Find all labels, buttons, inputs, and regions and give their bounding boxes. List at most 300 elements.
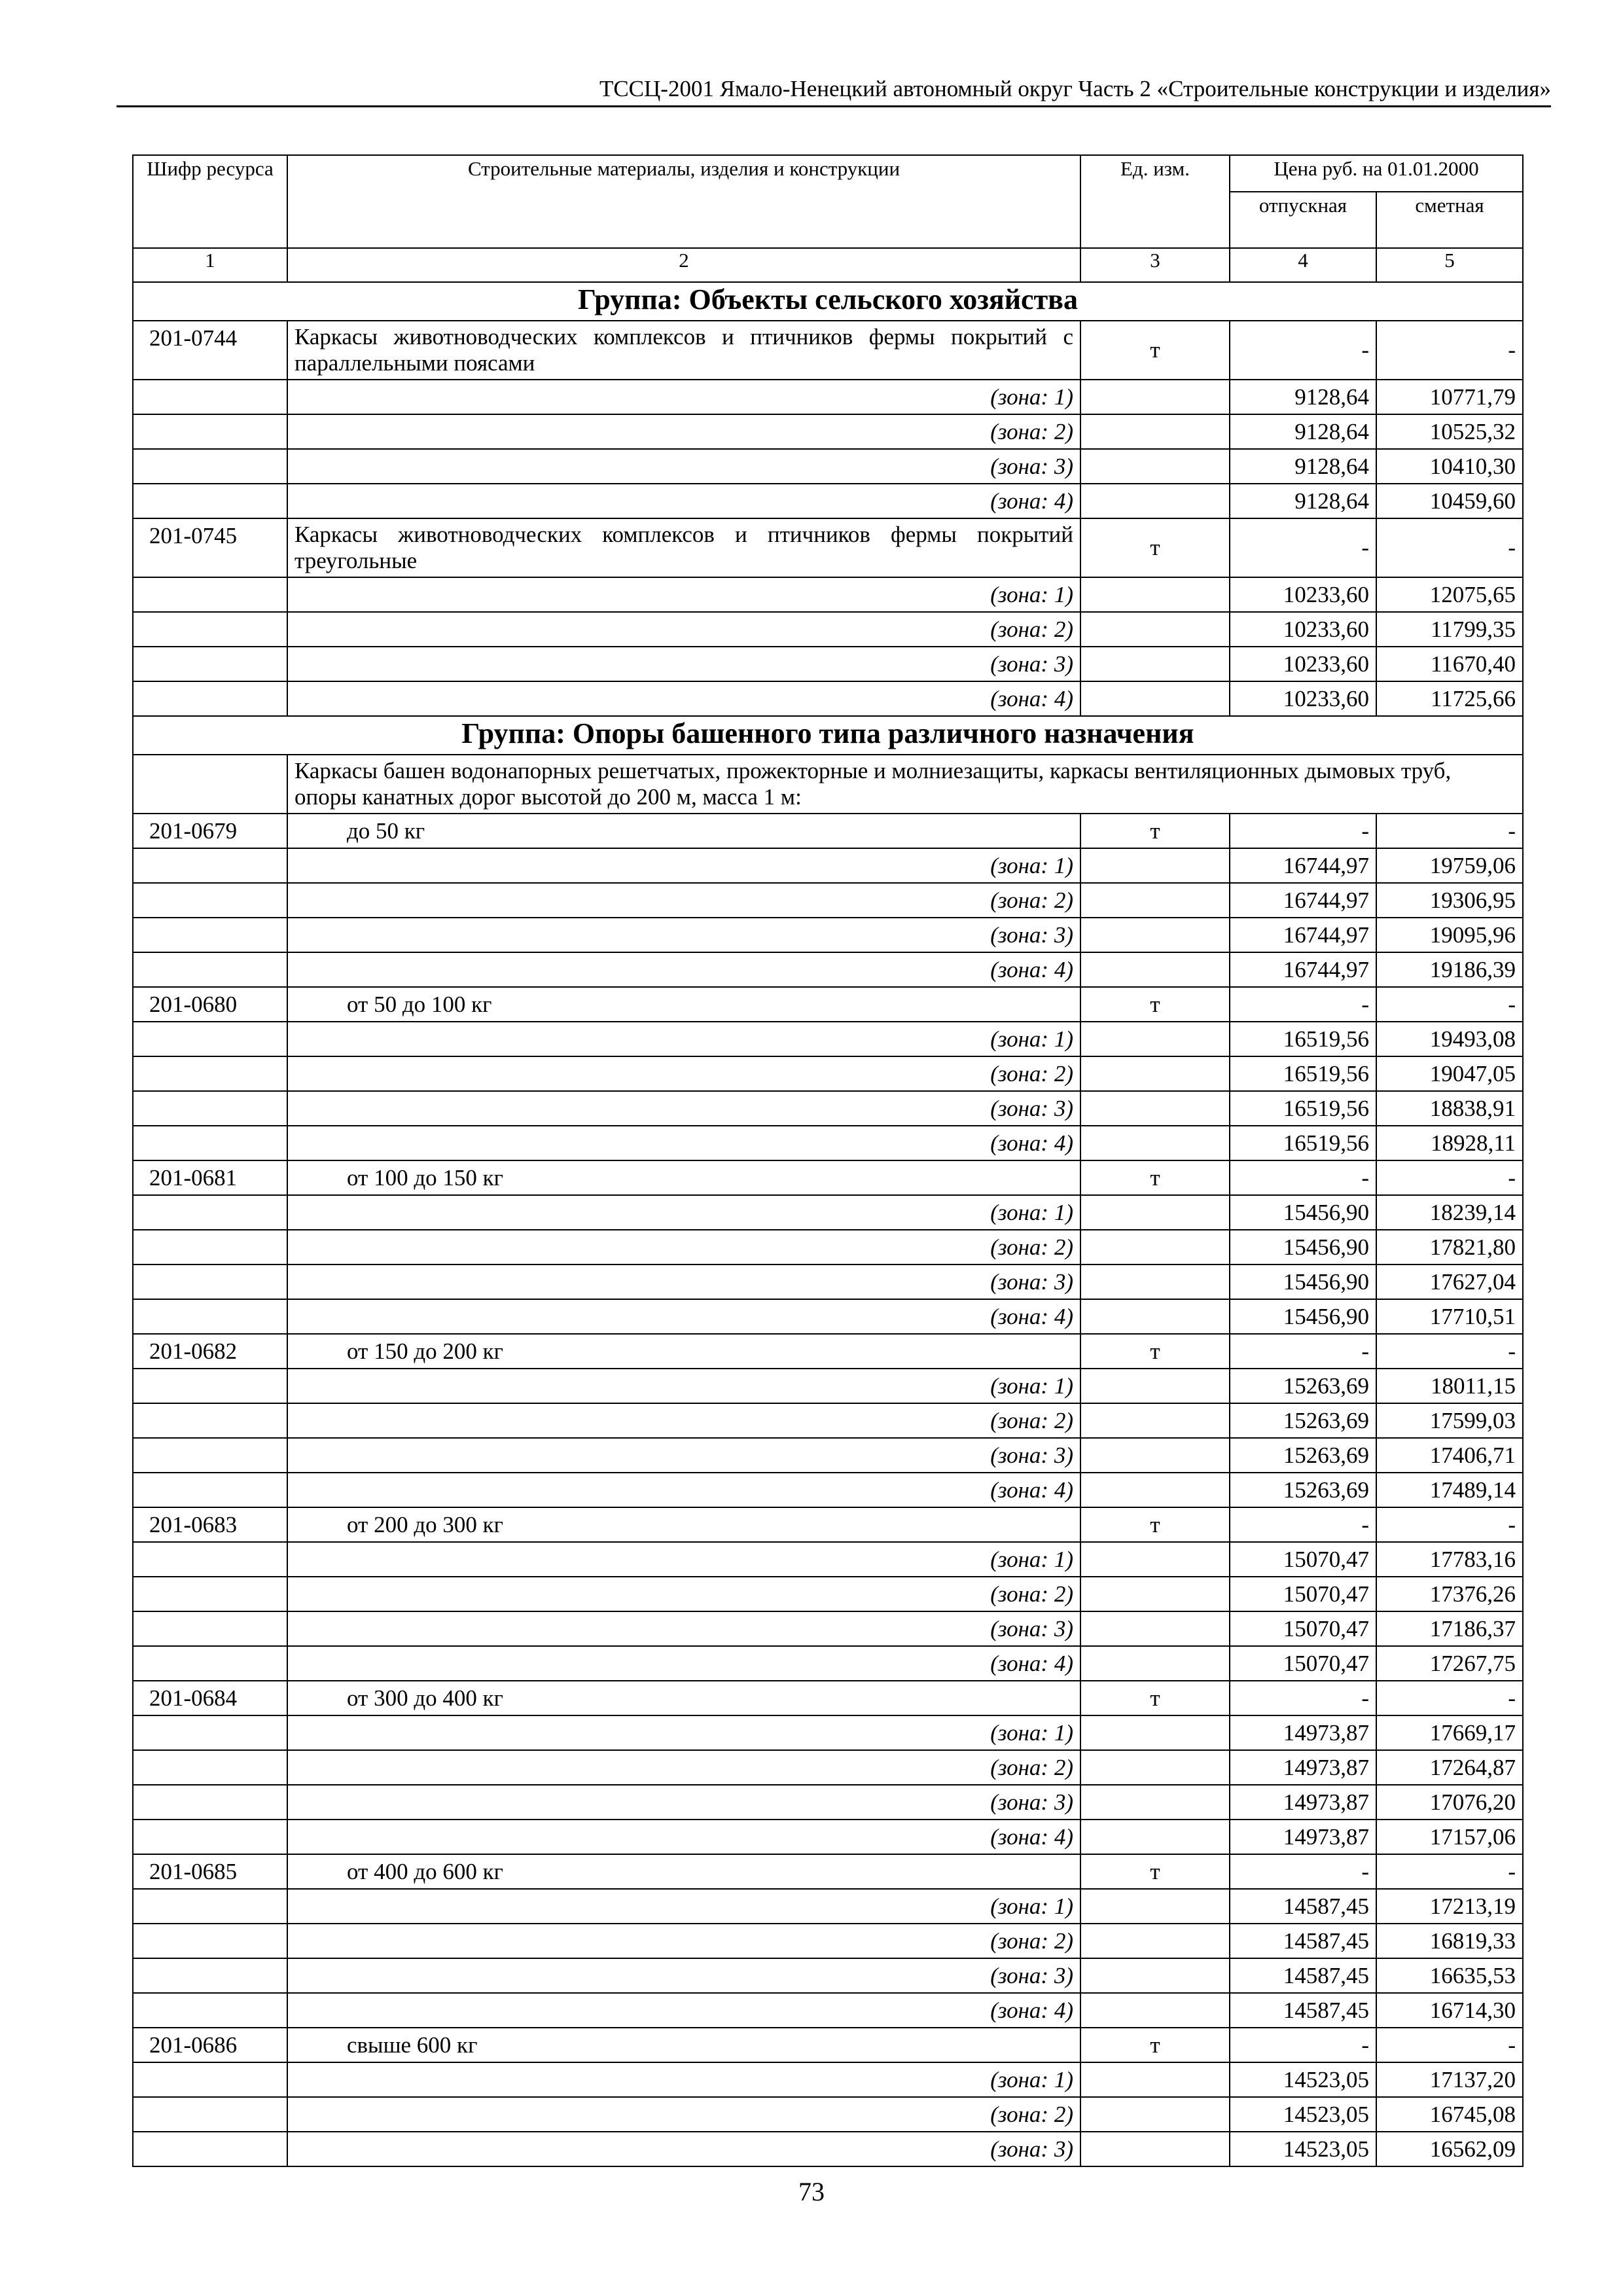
zone-label: (зона: 3) [287, 647, 1080, 681]
zone-label: (зона: 4) [287, 484, 1080, 518]
zone-row [133, 449, 1523, 484]
zone-row [133, 1056, 1523, 1091]
unit-value [1080, 1473, 1230, 1507]
estimate-price: 18011,15 [1376, 1369, 1523, 1403]
estimate-price: 11725,66 [1376, 681, 1523, 716]
price-table-body [133, 155, 1523, 2166]
estimate-price: 16635,53 [1376, 1958, 1523, 1993]
estimate-price: 17157,06 [1376, 1820, 1523, 1854]
unit-value [1080, 848, 1230, 883]
resource-code: 201-0684 [133, 1681, 287, 1715]
resource-name: от 400 до 600 кг [287, 1854, 1080, 1889]
zone-row [133, 1473, 1523, 1507]
unit-value: т [1080, 321, 1230, 380]
release-price: 14973,87 [1230, 1785, 1376, 1820]
estimate-price: 17669,17 [1376, 1715, 1523, 1750]
zone-row [133, 1958, 1523, 1993]
column-header-name: Строительные материалы, изделия и конструкции [287, 155, 1080, 248]
resource-code [133, 1924, 287, 1958]
resource-name: свыше 600 кг [287, 2028, 1080, 2062]
estimate-price: 16562,09 [1376, 2132, 1523, 2166]
unit-value [1080, 1577, 1230, 1611]
resource-name: от 50 до 100 кг [287, 987, 1080, 1022]
table-row [133, 1334, 1523, 1369]
unit-value [1080, 647, 1230, 681]
column-header-code: Шифр ресурса [133, 155, 287, 248]
zone-label: (зона: 4) [287, 1646, 1080, 1681]
table-row [133, 1507, 1523, 1542]
release-price: 16744,97 [1230, 952, 1376, 987]
release-price: 16519,56 [1230, 1022, 1376, 1056]
zone-row [133, 1022, 1523, 1056]
resource-code [133, 1958, 287, 1993]
unit-value [1080, 883, 1230, 918]
zone-label: (зона: 2) [287, 1056, 1080, 1091]
release-price: 16744,97 [1230, 848, 1376, 883]
estimate-price: 17264,87 [1376, 1750, 1523, 1785]
table-row [133, 2028, 1523, 2062]
resource-code: 201-0744 [133, 321, 287, 380]
table-row [133, 814, 1523, 848]
zone-row [133, 1230, 1523, 1265]
zone-row [133, 2097, 1523, 2132]
release-price: 15456,90 [1230, 1230, 1376, 1265]
resource-code [133, 647, 287, 681]
column-number: 5 [1376, 248, 1523, 282]
unit-value: т [1080, 2028, 1230, 2062]
resource-name: Каркасы животноводческих комплексов и птичников фермы покрытий треугольные [287, 518, 1080, 577]
unit-value: т [1080, 1160, 1230, 1195]
estimate-price: 18239,14 [1376, 1195, 1523, 1230]
unit-value [1080, 612, 1230, 647]
zone-label: (зона: 4) [287, 1993, 1080, 2028]
unit-value [1080, 681, 1230, 716]
resource-code [133, 1126, 287, 1160]
resource-code [133, 1230, 287, 1265]
unit-value [1080, 1230, 1230, 1265]
resource-code [133, 848, 287, 883]
unit-value: т [1080, 987, 1230, 1022]
estimate-price: 19095,96 [1376, 918, 1523, 952]
zone-row [133, 848, 1523, 883]
zone-label: (зона: 2) [287, 1750, 1080, 1785]
resource-code [133, 1993, 287, 2028]
column-number: 4 [1230, 248, 1376, 282]
unit-value [1080, 1056, 1230, 1091]
resource-code [133, 2132, 287, 2166]
resource-code [133, 1299, 287, 1334]
estimate-price: - [1376, 2028, 1523, 2062]
zone-label: (зона: 2) [287, 2097, 1080, 2132]
release-price: - [1230, 987, 1376, 1022]
zone-row [133, 1542, 1523, 1577]
resource-code: 201-0680 [133, 987, 287, 1022]
estimate-price: 11799,35 [1376, 612, 1523, 647]
unit-value [1080, 918, 1230, 952]
zone-label: (зона: 4) [287, 1473, 1080, 1507]
unit-value [1080, 1542, 1230, 1577]
release-price: 16519,56 [1230, 1091, 1376, 1126]
resource-code: 201-0683 [133, 1507, 287, 1542]
release-price: - [1230, 814, 1376, 848]
column-header-price-group: Цена руб. на 01.01.2000 [1230, 155, 1523, 192]
group-intro-row [133, 755, 1523, 814]
zone-row [133, 380, 1523, 414]
zone-row [133, 1750, 1523, 1785]
unit-value: т [1080, 1334, 1230, 1369]
zone-label: (зона: 1) [287, 1715, 1080, 1750]
unit-value [1080, 1091, 1230, 1126]
group-intro: Каркасы башен водонапорных решетчатых, прожекторные и молниезащиты, каркасы вентиляционных дымовых труб, опоры канатных дорог высотой до 200 м, масса 1 м: [287, 755, 1523, 814]
zone-label: (зона: 1) [287, 1369, 1080, 1403]
resource-code [133, 952, 287, 987]
zone-label: (зона: 2) [287, 883, 1080, 918]
estimate-price: 16714,30 [1376, 1993, 1523, 2028]
release-price: 10233,60 [1230, 681, 1376, 716]
unit-value [1080, 2097, 1230, 2132]
unit-value [1080, 1750, 1230, 1785]
estimate-price: 17267,75 [1376, 1646, 1523, 1681]
resource-code [133, 1750, 287, 1785]
header-rule [116, 105, 1551, 107]
zone-row [133, 1403, 1523, 1438]
estimate-price: 17406,71 [1376, 1438, 1523, 1473]
unit-value [1080, 1958, 1230, 1993]
resource-code [133, 1056, 287, 1091]
estimate-price: - [1376, 321, 1523, 380]
resource-code [133, 2097, 287, 2132]
release-price: 15456,90 [1230, 1195, 1376, 1230]
zone-label: (зона: 2) [287, 1403, 1080, 1438]
estimate-price: 10525,32 [1376, 414, 1523, 449]
resource-code [133, 577, 287, 612]
resource-name: до 50 кг [287, 814, 1080, 848]
unit-value: т [1080, 1681, 1230, 1715]
estimate-price: 19759,06 [1376, 848, 1523, 883]
estimate-price: 17376,26 [1376, 1577, 1523, 1611]
estimate-price: 10410,30 [1376, 449, 1523, 484]
estimate-price: 11670,40 [1376, 647, 1523, 681]
release-price: 10233,60 [1230, 577, 1376, 612]
estimate-price: 10459,60 [1376, 484, 1523, 518]
estimate-price: - [1376, 1334, 1523, 1369]
unit-value [1080, 1785, 1230, 1820]
zone-label: (зона: 2) [287, 1230, 1080, 1265]
release-price: 15070,47 [1230, 1542, 1376, 1577]
resource-code [133, 1820, 287, 1854]
estimate-price: 17076,20 [1376, 1785, 1523, 1820]
column-number: 3 [1080, 248, 1230, 282]
resource-code [133, 414, 287, 449]
release-price: 14523,05 [1230, 2097, 1376, 2132]
zone-row [133, 647, 1523, 681]
release-price: 15070,47 [1230, 1646, 1376, 1681]
zone-label: (зона: 1) [287, 380, 1080, 414]
zone-row [133, 1924, 1523, 1958]
unit-value [1080, 1646, 1230, 1681]
group-title: Группа: Опоры башенного типа различного назначения [133, 716, 1523, 755]
estimate-price: 17599,03 [1376, 1403, 1523, 1438]
resource-code [133, 2062, 287, 2097]
release-price: 16519,56 [1230, 1126, 1376, 1160]
zone-row [133, 1126, 1523, 1160]
resource-code [133, 1785, 287, 1820]
zone-row [133, 1715, 1523, 1750]
zone-row [133, 883, 1523, 918]
zone-row [133, 1299, 1523, 1334]
resource-code [133, 918, 287, 952]
unit-value [1080, 449, 1230, 484]
zone-label: (зона: 3) [287, 1611, 1080, 1646]
table-row [133, 1681, 1523, 1715]
release-price: 14973,87 [1230, 1715, 1376, 1750]
resource-code [133, 681, 287, 716]
zone-label: (зона: 1) [287, 2062, 1080, 2097]
unit-value [1080, 1924, 1230, 1958]
unit-value [1080, 2062, 1230, 2097]
zone-label: (зона: 3) [287, 1091, 1080, 1126]
estimate-price: - [1376, 1507, 1523, 1542]
table-row [133, 321, 1523, 380]
unit-value: т [1080, 1854, 1230, 1889]
estimate-price: - [1376, 814, 1523, 848]
unit-value [1080, 1889, 1230, 1924]
estimate-price: 16819,33 [1376, 1924, 1523, 1958]
estimate-price: 17213,19 [1376, 1889, 1523, 1924]
zone-label: (зона: 3) [287, 449, 1080, 484]
release-price: 14973,87 [1230, 1820, 1376, 1854]
estimate-price: 18838,91 [1376, 1091, 1523, 1126]
resource-code [133, 1091, 287, 1126]
unit-value [1080, 1611, 1230, 1646]
column-header-release: отпускная [1230, 192, 1376, 248]
release-price: - [1230, 321, 1376, 380]
group-title-row [133, 716, 1523, 755]
zone-label: (зона: 2) [287, 1924, 1080, 1958]
release-price: 15070,47 [1230, 1577, 1376, 1611]
zone-label: (зона: 3) [287, 1785, 1080, 1820]
estimate-price: 10771,79 [1376, 380, 1523, 414]
estimate-price: 17627,04 [1376, 1265, 1523, 1299]
estimate-price: - [1376, 987, 1523, 1022]
resource-name: от 100 до 150 кг [287, 1160, 1080, 1195]
resource-code [133, 380, 287, 414]
resource-code [133, 883, 287, 918]
release-price: - [1230, 1507, 1376, 1542]
running-header: ТССЦ-2001 Ямало-Ненецкий автономный округ Часть 2 «Строительные конструкции и изделия» [599, 76, 1551, 101]
release-price: 9128,64 [1230, 484, 1376, 518]
release-price: 10233,60 [1230, 612, 1376, 647]
unit-value [1080, 1403, 1230, 1438]
resource-code [133, 1403, 287, 1438]
zone-row [133, 1820, 1523, 1854]
estimate-price: - [1376, 1160, 1523, 1195]
zone-row [133, 484, 1523, 518]
unit-value [1080, 1299, 1230, 1334]
resource-code [133, 449, 287, 484]
group-title: Группа: Объекты сельского хозяйства [133, 282, 1523, 321]
header-row [133, 155, 1523, 192]
table-row [133, 1854, 1523, 1889]
estimate-price: 17489,14 [1376, 1473, 1523, 1507]
table-row [133, 518, 1523, 577]
release-price: 15263,69 [1230, 1403, 1376, 1438]
release-price: 14973,87 [1230, 1750, 1376, 1785]
zone-label: (зона: 3) [287, 918, 1080, 952]
release-price: 16744,97 [1230, 918, 1376, 952]
zone-row [133, 1785, 1523, 1820]
release-price: - [1230, 518, 1376, 577]
release-price: - [1230, 1334, 1376, 1369]
resource-name: от 300 до 400 кг [287, 1681, 1080, 1715]
resource-name: Каркасы животноводческих комплексов и птичников фермы покрытий с параллельными поясами [287, 321, 1080, 380]
release-price: - [1230, 2028, 1376, 2062]
release-price: 14587,45 [1230, 1958, 1376, 1993]
estimate-price: 17710,51 [1376, 1299, 1523, 1334]
zone-label: (зона: 4) [287, 681, 1080, 716]
zone-label: (зона: 4) [287, 1126, 1080, 1160]
zone-label: (зона: 2) [287, 414, 1080, 449]
estimate-price: - [1376, 518, 1523, 577]
unit-value [1080, 1195, 1230, 1230]
unit-value: т [1080, 814, 1230, 848]
release-price: 14587,45 [1230, 1889, 1376, 1924]
release-price: 15263,69 [1230, 1369, 1376, 1403]
zone-row [133, 2062, 1523, 2097]
resource-code: 201-0682 [133, 1334, 287, 1369]
resource-name: от 150 до 200 кг [287, 1334, 1080, 1369]
unit-value [1080, 952, 1230, 987]
unit-value [1080, 1369, 1230, 1403]
zone-row [133, 1091, 1523, 1126]
resource-code: 201-0685 [133, 1854, 287, 1889]
resource-code [133, 1265, 287, 1299]
release-price: 9128,64 [1230, 449, 1376, 484]
zone-row [133, 952, 1523, 987]
zone-label: (зона: 1) [287, 1542, 1080, 1577]
release-price: 16519,56 [1230, 1056, 1376, 1091]
estimate-price: 18928,11 [1376, 1126, 1523, 1160]
resource-code [133, 1369, 287, 1403]
estimate-price: 19186,39 [1376, 952, 1523, 987]
resource-code [133, 1611, 287, 1646]
release-price: 10233,60 [1230, 647, 1376, 681]
release-price: 14523,05 [1230, 2062, 1376, 2097]
zone-label: (зона: 1) [287, 577, 1080, 612]
zone-label: (зона: 3) [287, 1265, 1080, 1299]
estimate-price: - [1376, 1854, 1523, 1889]
resource-code: 201-0681 [133, 1160, 287, 1195]
page-number: 73 [798, 2177, 825, 2206]
unit-value [1080, 380, 1230, 414]
release-price: 15263,69 [1230, 1438, 1376, 1473]
zone-row [133, 1611, 1523, 1646]
release-price: 15070,47 [1230, 1611, 1376, 1646]
release-price: 9128,64 [1230, 380, 1376, 414]
estimate-price: 16745,08 [1376, 2097, 1523, 2132]
resource-code [133, 755, 287, 814]
table-row [133, 1160, 1523, 1195]
zone-row [133, 577, 1523, 612]
resource-name: от 200 до 300 кг [287, 1507, 1080, 1542]
resource-code [133, 612, 287, 647]
release-price: 16744,97 [1230, 883, 1376, 918]
zone-row [133, 1369, 1523, 1403]
zone-label: (зона: 3) [287, 1438, 1080, 1473]
unit-value [1080, 2132, 1230, 2166]
estimate-price: - [1376, 1681, 1523, 1715]
resource-code [133, 1438, 287, 1473]
unit-value: т [1080, 518, 1230, 577]
resource-code: 201-0686 [133, 2028, 287, 2062]
zone-row [133, 1646, 1523, 1681]
zone-row [133, 1195, 1523, 1230]
unit-value [1080, 1022, 1230, 1056]
unit-value [1080, 1993, 1230, 2028]
resource-code [133, 1889, 287, 1924]
resource-code: 201-0745 [133, 518, 287, 577]
unit-value [1080, 1126, 1230, 1160]
unit-value [1080, 414, 1230, 449]
zone-row [133, 1889, 1523, 1924]
resource-code [133, 1715, 287, 1750]
resource-code [133, 1195, 287, 1230]
zone-row [133, 414, 1523, 449]
zone-label: (зона: 4) [287, 952, 1080, 987]
resource-code [133, 1577, 287, 1611]
unit-value [1080, 1438, 1230, 1473]
unit-value [1080, 484, 1230, 518]
group-title-row [133, 282, 1523, 321]
table-row [133, 987, 1523, 1022]
zone-row [133, 1438, 1523, 1473]
zone-row [133, 918, 1523, 952]
resource-code: 201-0679 [133, 814, 287, 848]
unit-value [1080, 1715, 1230, 1750]
resource-code [133, 484, 287, 518]
column-number-row [133, 248, 1523, 282]
estimate-price: 12075,65 [1376, 577, 1523, 612]
resource-code [133, 1473, 287, 1507]
estimate-price: 17783,16 [1376, 1542, 1523, 1577]
zone-label: (зона: 1) [287, 1195, 1080, 1230]
unit-value [1080, 1265, 1230, 1299]
estimate-price: 19306,95 [1376, 883, 1523, 918]
release-price: 15456,90 [1230, 1299, 1376, 1334]
release-price: 14587,45 [1230, 1993, 1376, 2028]
zone-row [133, 1993, 1523, 2028]
resource-code [133, 1646, 287, 1681]
zone-row [133, 681, 1523, 716]
estimate-price: 17137,20 [1376, 2062, 1523, 2097]
release-price: 15263,69 [1230, 1473, 1376, 1507]
resource-code [133, 1542, 287, 1577]
zone-label: (зона: 3) [287, 2132, 1080, 2166]
release-price: - [1230, 1854, 1376, 1889]
release-price: - [1230, 1681, 1376, 1715]
zone-label: (зона: 3) [287, 1958, 1080, 1993]
unit-value [1080, 1820, 1230, 1854]
zone-label: (зона: 2) [287, 1577, 1080, 1611]
zone-label: (зона: 1) [287, 1889, 1080, 1924]
zone-row [133, 1577, 1523, 1611]
zone-row [133, 2132, 1523, 2166]
column-header-estimate: сметная [1376, 192, 1523, 248]
estimate-price: 19493,08 [1376, 1022, 1523, 1056]
zone-label: (зона: 1) [287, 848, 1080, 883]
zone-label: (зона: 1) [287, 1022, 1080, 1056]
unit-value [1080, 577, 1230, 612]
